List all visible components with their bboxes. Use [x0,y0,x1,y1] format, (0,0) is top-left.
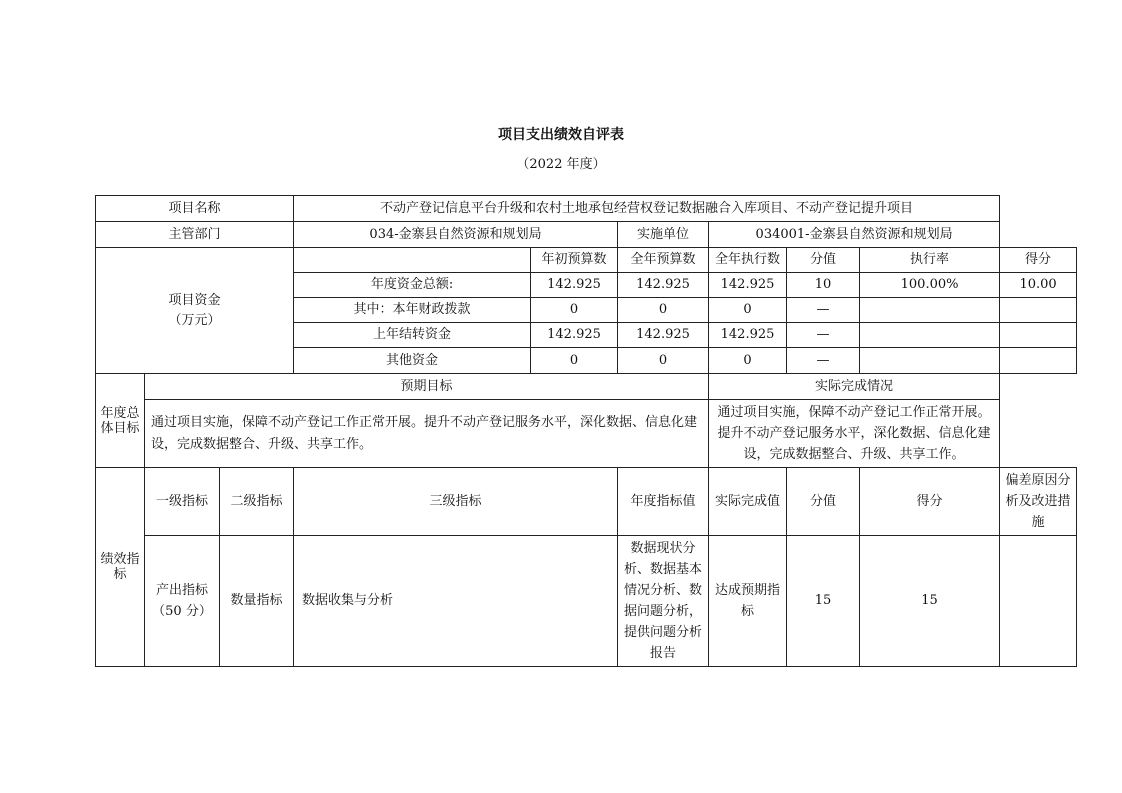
indicator-weight: 15 [787,536,860,667]
funds-header-blank [294,248,531,273]
indicator-header-level2: 二级指标 [220,468,294,536]
funds-rate [860,348,1000,374]
indicators-side-label: 绩效指标 [96,468,145,667]
indicator-level2: 数量指标 [220,536,294,667]
indicator-header-score: 得分 [860,468,1000,536]
indicator-row [96,536,1077,667]
goals-content-row [96,400,1077,468]
goals-expected-text: 通过项目实施，保障不动产登记工作正常开展。提升不动产登记服务水平，深化数据、信息化建设，完成数据整合、升级、共享工作。 [145,400,709,468]
funds-score [1000,298,1077,323]
funds-score: 10.00 [1000,273,1077,298]
funds-header-annual: 全年预算数 [618,248,709,273]
funds-annual: 142.925 [618,323,709,348]
goals-expected-header: 预期目标 [145,374,709,400]
funds-row-label: 年度资金总额: [294,273,531,298]
goals-header-row [96,374,1077,400]
funds-row-label: 上年结转资金 [294,323,531,348]
funds-initial: 142.925 [531,323,618,348]
indicator-actual-value: 达成预期指标 [709,536,787,667]
funds-header-rate: 执行率 [860,248,1000,273]
indicator-level1: 产出指标（50 分） [145,536,220,667]
funds-executed: 0 [709,298,787,323]
indicator-header-annual-value: 年度指标值 [618,468,709,536]
project-name-value: 不动产登记信息平台升级和农村土地承包经营权登记数据融合入库项目、不动产登记提升项目 [294,196,1000,222]
funds-annual: 0 [618,298,709,323]
funds-weight: 10 [787,273,860,298]
funds-initial: 0 [531,298,618,323]
indicator-header-level1: 一级指标 [145,468,220,536]
project-name-label: 项目名称 [96,196,294,222]
funds-score [1000,323,1077,348]
funds-score [1000,348,1077,374]
funds-header-row [96,248,1077,273]
performance-table [95,195,1077,667]
indicator-header-level3: 三级指标 [294,468,618,536]
funds-weight: — [787,298,860,323]
goals-side-label: 年度总体目标 [96,374,145,468]
indicators-header-row [96,468,1077,536]
funds-header-executed: 全年执行数 [709,248,787,273]
funds-label-line2: （万元） [168,312,221,328]
funds-annual: 0 [618,348,709,374]
department-row [96,222,1077,248]
funds-rate: 100.00% [860,273,1000,298]
funds-label [96,248,294,374]
funds-executed: 142.925 [709,273,787,298]
goals-actual-header: 实际完成情况 [709,374,1000,400]
funds-rate [860,323,1000,348]
funds-initial: 0 [531,348,618,374]
funds-annual: 142.925 [618,273,709,298]
indicator-annual-value: 数据现状分析、数据基本情况分析、数据问题分析，提供问题分析报告 [618,536,709,667]
page-title: 项目支出绩效自评表 [498,127,624,143]
funds-header-initial: 年初预算数 [531,248,618,273]
department-label: 主管部门 [96,222,294,248]
indicator-score: 15 [860,536,1000,667]
goals-actual-text: 通过项目实施，保障不动产登记工作正常开展。提升不动产登记服务水平，深化数据、信息化建设，完成数据整合、升级、共享工作。 [709,400,1000,468]
funds-row-label: 其中：本年财政拨款 [294,298,531,323]
indicator-header-actual-value: 实际完成值 [709,468,787,536]
funds-weight: — [787,348,860,374]
funds-header-weight: 分值 [787,248,860,273]
indicator-level3: 数据收集与分析 [294,536,618,667]
indicator-header-analysis: 偏差原因分析及改进措施 [1000,468,1077,536]
funds-header-score: 得分 [1000,248,1077,273]
funds-row-label: 其他资金 [294,348,531,374]
implementing-unit-label: 实施单位 [618,222,709,248]
page-subtitle: （2022 年度） [516,157,606,172]
indicator-analysis [1000,536,1077,667]
funds-rate [860,298,1000,323]
funds-executed: 0 [709,348,787,374]
implementing-unit-value: 034001-金寨县自然资源和规划局 [709,222,1000,248]
funds-weight: — [787,323,860,348]
indicator-header-weight: 分值 [787,468,860,536]
funds-initial: 142.925 [531,273,618,298]
funds-label-line1: 项目资金 [168,292,221,308]
funds-executed: 142.925 [709,323,787,348]
project-name-row [96,196,1077,222]
department-value: 034-金寨县自然资源和规划局 [294,222,618,248]
